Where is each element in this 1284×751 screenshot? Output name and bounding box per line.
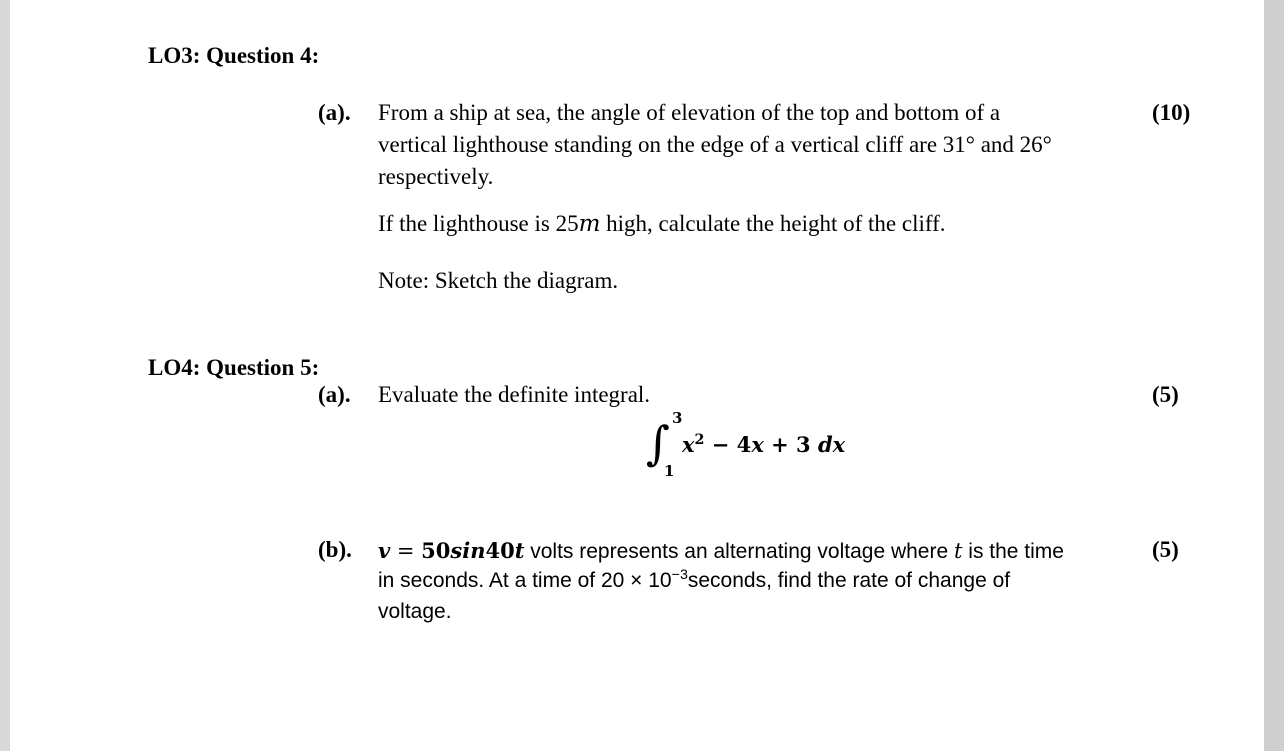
- q4-a-question-post: high, calculate the height of the cliff.: [600, 211, 946, 236]
- exponent-minus-3: −3: [671, 567, 688, 584]
- definite-integral: [646, 409, 866, 484]
- q5-b-line-1: [378, 538, 1064, 564]
- q5-b-line-1-mid: volts represents an alternating voltage where: [524, 540, 954, 563]
- q5-b-line-2: [378, 569, 1010, 593]
- q5-part-b-label: (b).: [318, 537, 352, 562]
- equals-sign: =: [390, 539, 422, 563]
- q5-part-a-marks: (5): [1152, 382, 1179, 407]
- integral-lower-limit: 1: [664, 462, 675, 480]
- sin-function: sin: [450, 538, 486, 563]
- integrand-plus-3: + 3: [763, 432, 818, 457]
- window-edge: [1264, 0, 1284, 751]
- q4-part-a-marks: (10): [1152, 100, 1191, 125]
- q5-part-b-marks: (5): [1152, 537, 1179, 562]
- q4-part-a-label: (a).: [318, 100, 351, 125]
- question-4-heading: LO3: Question 4:: [148, 43, 320, 68]
- integral-upper-limit: 3: [672, 409, 683, 427]
- q5-b-line-2-pre: in seconds. At a time of 20 × 10: [378, 569, 672, 592]
- voltage-symbol: v: [378, 538, 391, 563]
- q5-part-a-label: (a).: [318, 382, 351, 407]
- amplitude-50: 50: [421, 538, 451, 563]
- integrand-dx: dx: [817, 432, 846, 457]
- q4-a-note: Note: Sketch the diagram.: [378, 268, 619, 293]
- integrand-minus-4: − 4: [704, 432, 752, 457]
- integrand-exponent: 2: [694, 432, 705, 449]
- q4-a-question-pre: If the lighthouse is 25: [378, 211, 579, 236]
- integrand-x-2: x: [751, 432, 764, 457]
- q5-b-line-1-end: is the time: [962, 540, 1064, 563]
- time-symbol: t: [514, 538, 525, 563]
- q5-a-text: Evaluate the definite integral.: [378, 382, 651, 407]
- q4-a-text-line-3: respectively.: [378, 164, 494, 189]
- q4-a-text-line-2: vertical lighthouse standing on the edge of a vertical cliff are 31° and 26°: [378, 132, 1052, 157]
- q4-a-text-line-1: From a ship at sea, the angle of elevation of the top and bottom of a: [378, 100, 1001, 125]
- integrand: [682, 432, 845, 458]
- question-5-heading: LO4: Question 5:: [148, 355, 320, 380]
- document-page: [10, 0, 1264, 751]
- integrand-x: x: [682, 432, 695, 457]
- q5-b-line-3: voltage.: [378, 600, 452, 623]
- frequency-40: 40: [485, 538, 515, 563]
- q5-b-line-2-post: seconds, find the rate of change of: [687, 569, 1011, 592]
- q4-a-unit-m: m: [578, 211, 601, 237]
- integral-sign: ∫: [646, 416, 670, 470]
- time-variable: t: [953, 539, 963, 563]
- q4-a-question-line: [378, 211, 946, 237]
